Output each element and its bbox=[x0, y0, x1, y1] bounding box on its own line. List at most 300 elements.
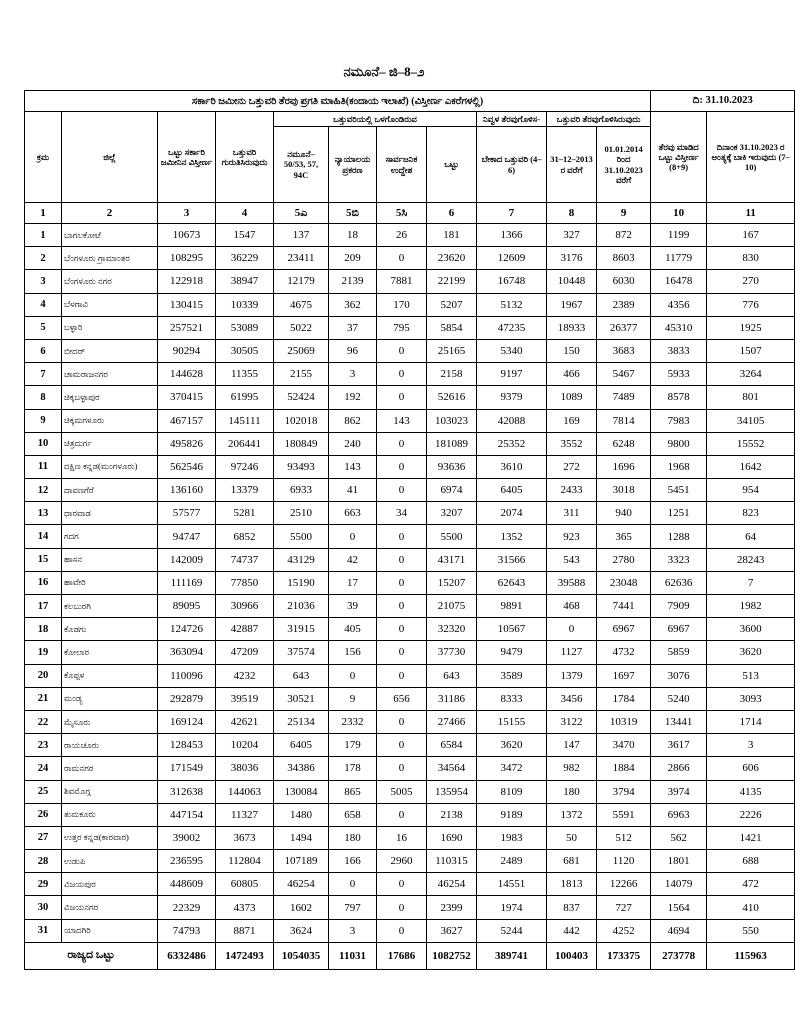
table-cell: 93636 bbox=[427, 455, 477, 478]
table-cell: 4373 bbox=[216, 896, 274, 919]
district-name: ದಕ್ಷಿಣ ಕನ್ನಡ(ಮಂಗಳೂರು) bbox=[62, 455, 158, 478]
table-cell: 3627 bbox=[427, 919, 477, 942]
table-cell: 57577 bbox=[158, 502, 216, 525]
table-cell: 5591 bbox=[597, 803, 651, 826]
table-cell: 60805 bbox=[216, 873, 274, 896]
table-cell: 1251 bbox=[651, 502, 707, 525]
table-row bbox=[25, 826, 795, 849]
table-cell: 2960 bbox=[377, 850, 427, 873]
table-cell: 466 bbox=[547, 363, 597, 386]
table-row bbox=[25, 386, 795, 409]
table-cell: 39588 bbox=[547, 571, 597, 594]
table-cell: 46254 bbox=[274, 873, 329, 896]
district-name: ವಿಜಯಪುರ bbox=[62, 873, 158, 896]
row-serial: 9 bbox=[25, 409, 62, 432]
table-cell: 23411 bbox=[274, 247, 329, 270]
table-cell: 6405 bbox=[274, 734, 329, 757]
table-cell: 12179 bbox=[274, 270, 329, 293]
table-cell: 1494 bbox=[274, 826, 329, 849]
table-cell: 272 bbox=[547, 455, 597, 478]
table-cell: 39002 bbox=[158, 826, 216, 849]
table-cell: 257521 bbox=[158, 316, 216, 339]
table-cell: 0 bbox=[377, 386, 427, 409]
table-cell: 0 bbox=[377, 595, 427, 618]
table-row bbox=[25, 757, 795, 780]
district-name: ಬಳ್ಳಾರಿ bbox=[62, 316, 158, 339]
table-cell: 97246 bbox=[216, 455, 274, 478]
table-cell: 2139 bbox=[329, 270, 377, 293]
table-cell: 96 bbox=[329, 339, 377, 362]
total-cell: 115963 bbox=[707, 942, 795, 969]
table-cell: 6967 bbox=[651, 618, 707, 641]
table-row bbox=[25, 363, 795, 386]
table-cell: 94747 bbox=[158, 525, 216, 548]
header-total-govt-land: ಒಟ್ಟು ಸರ್ಕಾರಿ ಜಮೀನಿನ ವಿಸ್ತೀರ್ಣ bbox=[158, 112, 216, 203]
table-cell: 143 bbox=[377, 409, 427, 432]
header-group-cleared: ಒತ್ತುವರಿ ತೆರವುಗೊಳಿಸಿರುವುದು bbox=[547, 112, 651, 127]
table-cell: 25069 bbox=[274, 339, 329, 362]
table-cell: 0 bbox=[329, 525, 377, 548]
table-cell: 179 bbox=[329, 734, 377, 757]
table-row bbox=[25, 548, 795, 571]
table-cell: 42 bbox=[329, 548, 377, 571]
table-cell: 795 bbox=[377, 316, 427, 339]
table-cell: 2866 bbox=[651, 757, 707, 780]
table-cell: 74737 bbox=[216, 548, 274, 571]
table-cell: 1507 bbox=[707, 339, 795, 362]
column-index: 4 bbox=[216, 203, 274, 224]
table-cell: 663 bbox=[329, 502, 377, 525]
table-cell: 171549 bbox=[158, 757, 216, 780]
table-cell: 872 bbox=[597, 224, 651, 247]
table-cell: 2389 bbox=[597, 293, 651, 316]
row-serial: 28 bbox=[25, 850, 62, 873]
table-cell: 6967 bbox=[597, 618, 651, 641]
table-cell: 9197 bbox=[477, 363, 547, 386]
table-cell: 0 bbox=[377, 339, 427, 362]
table-cell: 442 bbox=[547, 919, 597, 942]
table-cell: 3 bbox=[707, 734, 795, 757]
district-name: ವಿಜಯನಗರ bbox=[62, 896, 158, 919]
table-cell: 2226 bbox=[707, 803, 795, 826]
header-sl: ಕ್ರಮ bbox=[25, 112, 62, 203]
table-cell: 13441 bbox=[651, 710, 707, 733]
row-serial: 19 bbox=[25, 641, 62, 664]
total-cell: 173375 bbox=[597, 942, 651, 969]
table-cell: 830 bbox=[707, 247, 795, 270]
row-serial: 25 bbox=[25, 780, 62, 803]
table-cell: 4252 bbox=[597, 919, 651, 942]
table-cell: 3833 bbox=[651, 339, 707, 362]
header-col10: ತೆರವು ಮಾಡಿದ ಒಟ್ಟು ವಿಸ್ತೀರ್ಣ (8+9) bbox=[651, 112, 707, 203]
table-row bbox=[25, 479, 795, 502]
table-cell: 0 bbox=[329, 664, 377, 687]
table-cell: 8871 bbox=[216, 919, 274, 942]
table-row bbox=[25, 525, 795, 548]
table-cell: 21075 bbox=[427, 595, 477, 618]
table-cell: 10673 bbox=[158, 224, 216, 247]
table-cell: 5240 bbox=[651, 687, 707, 710]
table-cell: 2433 bbox=[547, 479, 597, 502]
table-cell: 3673 bbox=[216, 826, 274, 849]
table-cell: 10319 bbox=[597, 710, 651, 733]
header-group-regularisable: ಒತ್ತುವರಿಯಲ್ಲಿ ಒಳಗೊಂಡಿರುವ bbox=[274, 112, 477, 127]
table-cell: 147 bbox=[547, 734, 597, 757]
table-cell: 3176 bbox=[547, 247, 597, 270]
district-name: ಚಿಕ್ಕಬಳ್ಳಾಪುರ bbox=[62, 386, 158, 409]
table-cell: 3552 bbox=[547, 432, 597, 455]
table-cell: 209 bbox=[329, 247, 377, 270]
table-cell: 0 bbox=[377, 525, 427, 548]
table-cell: 3610 bbox=[477, 455, 547, 478]
table-row bbox=[25, 247, 795, 270]
table-cell: 14079 bbox=[651, 873, 707, 896]
column-index: 3 bbox=[158, 203, 216, 224]
table-cell: 923 bbox=[547, 525, 597, 548]
row-serial: 17 bbox=[25, 595, 62, 618]
table-cell: 64 bbox=[707, 525, 795, 548]
table-cell: 363094 bbox=[158, 641, 216, 664]
table-cell: 3122 bbox=[547, 710, 597, 733]
table-cell: 5132 bbox=[477, 293, 547, 316]
table-cell: 1372 bbox=[547, 803, 597, 826]
table-cell: 8109 bbox=[477, 780, 547, 803]
table-cell: 7909 bbox=[651, 595, 707, 618]
table-cell: 2138 bbox=[427, 803, 477, 826]
table-cell: 447154 bbox=[158, 803, 216, 826]
row-serial: 8 bbox=[25, 386, 62, 409]
table-cell: 41 bbox=[329, 479, 377, 502]
table-cell: 23620 bbox=[427, 247, 477, 270]
table-cell: 6852 bbox=[216, 525, 274, 548]
table-cell: 9800 bbox=[651, 432, 707, 455]
table-row bbox=[25, 316, 795, 339]
table-row bbox=[25, 734, 795, 757]
district-name: ಹಾಸನ bbox=[62, 548, 158, 571]
table-row bbox=[25, 455, 795, 478]
table-cell: 3974 bbox=[651, 780, 707, 803]
table-cell: 513 bbox=[707, 664, 795, 687]
table-cell: 10567 bbox=[477, 618, 547, 641]
row-serial: 26 bbox=[25, 803, 62, 826]
table-cell: 236595 bbox=[158, 850, 216, 873]
table-cell: 181 bbox=[427, 224, 477, 247]
table-cell: 2399 bbox=[427, 896, 477, 919]
table-cell: 3264 bbox=[707, 363, 795, 386]
row-serial: 21 bbox=[25, 687, 62, 710]
table-cell: 0 bbox=[547, 618, 597, 641]
table-cell: 862 bbox=[329, 409, 377, 432]
district-name: ಚಾಮರಾಜನಗರ bbox=[62, 363, 158, 386]
table-cell: 3600 bbox=[707, 618, 795, 641]
table-cell: 34564 bbox=[427, 757, 477, 780]
table-cell: 9189 bbox=[477, 803, 547, 826]
table-cell: 837 bbox=[547, 896, 597, 919]
table-cell: 5022 bbox=[274, 316, 329, 339]
table-cell: 11327 bbox=[216, 803, 274, 826]
district-name: ಕೊಡಗು bbox=[62, 618, 158, 641]
table-cell: 2510 bbox=[274, 502, 329, 525]
table-cell: 8333 bbox=[477, 687, 547, 710]
table-cell: 4732 bbox=[597, 641, 651, 664]
table-cell: 0 bbox=[377, 432, 427, 455]
table-cell: 3683 bbox=[597, 339, 651, 362]
table-cell: 823 bbox=[707, 502, 795, 525]
table-cell: 0 bbox=[377, 571, 427, 594]
table-row bbox=[25, 710, 795, 733]
total-cell: 17686 bbox=[377, 942, 427, 969]
table-cell: 370415 bbox=[158, 386, 216, 409]
table-cell: 169 bbox=[547, 409, 597, 432]
table-cell: 25352 bbox=[477, 432, 547, 455]
table-cell: 42088 bbox=[477, 409, 547, 432]
table-cell: 12609 bbox=[477, 247, 547, 270]
total-cell: 1054035 bbox=[274, 942, 329, 969]
table-cell: 0 bbox=[377, 919, 427, 942]
table-cell: 0 bbox=[377, 734, 427, 757]
table-cell: 1564 bbox=[651, 896, 707, 919]
table-cell: 206441 bbox=[216, 432, 274, 455]
table-cell: 9891 bbox=[477, 595, 547, 618]
table-cell: 34 bbox=[377, 502, 427, 525]
table-cell: 3589 bbox=[477, 664, 547, 687]
table-cell: 6933 bbox=[274, 479, 329, 502]
table-cell: 1813 bbox=[547, 873, 597, 896]
table-cell: 39519 bbox=[216, 687, 274, 710]
table-cell: 4232 bbox=[216, 664, 274, 687]
table-cell: 178 bbox=[329, 757, 377, 780]
table-cell: 5005 bbox=[377, 780, 427, 803]
district-name: ಚಿಕ್ಕಮಗಳೂರು bbox=[62, 409, 158, 432]
table-cell: 136160 bbox=[158, 479, 216, 502]
row-serial: 30 bbox=[25, 896, 62, 919]
table-cell: 11779 bbox=[651, 247, 707, 270]
table-cell: 982 bbox=[547, 757, 597, 780]
row-serial: 13 bbox=[25, 502, 62, 525]
district-name: ದಾವಣಗೆರೆ bbox=[62, 479, 158, 502]
table-cell: 1968 bbox=[651, 455, 707, 478]
table-cell: 47235 bbox=[477, 316, 547, 339]
column-index: 10 bbox=[651, 203, 707, 224]
district-name: ಗದಗ bbox=[62, 525, 158, 548]
table-cell: 1547 bbox=[216, 224, 274, 247]
table-cell: 2158 bbox=[427, 363, 477, 386]
table-cell: 865 bbox=[329, 780, 377, 803]
table-cell: 4356 bbox=[651, 293, 707, 316]
table-cell: 5244 bbox=[477, 919, 547, 942]
table-cell: 110096 bbox=[158, 664, 216, 687]
table-cell: 37 bbox=[329, 316, 377, 339]
table-cell: 448609 bbox=[158, 873, 216, 896]
table-cell: 3794 bbox=[597, 780, 651, 803]
table-cell: 0 bbox=[377, 664, 427, 687]
table-cell: 5451 bbox=[651, 479, 707, 502]
column-index: 2 bbox=[62, 203, 158, 224]
table-cell: 22329 bbox=[158, 896, 216, 919]
table-row bbox=[25, 664, 795, 687]
table-cell: 17 bbox=[329, 571, 377, 594]
table-cell: 0 bbox=[329, 873, 377, 896]
table-cell: 2074 bbox=[477, 502, 547, 525]
table-cell: 0 bbox=[377, 710, 427, 733]
table-cell: 3620 bbox=[477, 734, 547, 757]
table-cell: 42621 bbox=[216, 710, 274, 733]
table-cell: 5467 bbox=[597, 363, 651, 386]
table-cell: 3018 bbox=[597, 479, 651, 502]
table-cell: 6963 bbox=[651, 803, 707, 826]
table-cell: 90294 bbox=[158, 339, 216, 362]
district-name: ರಾಯಚೂರು bbox=[62, 734, 158, 757]
table-cell: 36229 bbox=[216, 247, 274, 270]
table-cell: 550 bbox=[707, 919, 795, 942]
table-cell: 137 bbox=[274, 224, 329, 247]
table-title: ಸರ್ಕಾರಿ ಜಮೀನು ಒತ್ತುವರಿ ತೆರವು ಪ್ರಗತಿ ಮಾಹಿತಿ(ಕಂದಾಯ ಇಲಾಖೆ) (ವಿಸ್ತೀರ್ಣ ಎಕರೆಗಳಲ್ಲಿ) bbox=[25, 91, 651, 112]
table-cell: 0 bbox=[377, 896, 427, 919]
header-col8: 31–12–2013 ರ ವರೆಗೆ bbox=[547, 127, 597, 203]
table-cell: 6030 bbox=[597, 270, 651, 293]
table-cell: 3470 bbox=[597, 734, 651, 757]
row-serial: 2 bbox=[25, 247, 62, 270]
table-cell: 1421 bbox=[707, 826, 795, 849]
table-cell: 102018 bbox=[274, 409, 329, 432]
table-cell: 801 bbox=[707, 386, 795, 409]
header-group-net: ನಿವ್ವಳ ತೆರವುಗೊಳಿಸ- bbox=[477, 112, 547, 127]
table-cell: 7881 bbox=[377, 270, 427, 293]
table-cell: 112804 bbox=[216, 850, 274, 873]
table-cell: 562 bbox=[651, 826, 707, 849]
form-number: ನಮೂನೆ– ಜಿ–8–೨ bbox=[343, 64, 425, 79]
table-cell: 1714 bbox=[707, 710, 795, 733]
table-cell: 7983 bbox=[651, 409, 707, 432]
table-cell: 2332 bbox=[329, 710, 377, 733]
table-cell: 31186 bbox=[427, 687, 477, 710]
district-name: ಚಿತ್ರದುರ್ಗ bbox=[62, 432, 158, 455]
row-serial: 3 bbox=[25, 270, 62, 293]
row-serial: 12 bbox=[25, 479, 62, 502]
table-cell: 1884 bbox=[597, 757, 651, 780]
table-row bbox=[25, 432, 795, 455]
table-cell: 10204 bbox=[216, 734, 274, 757]
table-cell: 495826 bbox=[158, 432, 216, 455]
header-district: ಜಿಲ್ಲೆ bbox=[62, 112, 158, 203]
header-col5c: ಸಾರ್ವಜನಿಕ ಉದ್ದೇಶ bbox=[377, 127, 427, 203]
table-cell: 53089 bbox=[216, 316, 274, 339]
total-cell: 100403 bbox=[547, 942, 597, 969]
table-cell: 776 bbox=[707, 293, 795, 316]
table-cell: 327 bbox=[547, 224, 597, 247]
table-cell: 4694 bbox=[651, 919, 707, 942]
table-cell: 77850 bbox=[216, 571, 274, 594]
table-row bbox=[25, 595, 795, 618]
total-cell: 6332486 bbox=[158, 942, 216, 969]
table-cell: 27466 bbox=[427, 710, 477, 733]
table-cell: 467157 bbox=[158, 409, 216, 432]
table-cell: 10339 bbox=[216, 293, 274, 316]
table-cell: 156 bbox=[329, 641, 377, 664]
table-cell: 658 bbox=[329, 803, 377, 826]
table-cell: 543 bbox=[547, 548, 597, 571]
district-name: ಮಂಡ್ಯ bbox=[62, 687, 158, 710]
table-row bbox=[25, 618, 795, 641]
table-cell: 1127 bbox=[547, 641, 597, 664]
table-cell: 1967 bbox=[547, 293, 597, 316]
table-cell: 3 bbox=[329, 363, 377, 386]
table-cell: 62636 bbox=[651, 571, 707, 594]
table-cell: 1120 bbox=[597, 850, 651, 873]
header-col7: ಬೇಕಾದ ಒತ್ತುವರಿ (4–6) bbox=[477, 127, 547, 203]
table-cell: 15552 bbox=[707, 432, 795, 455]
table-cell: 6248 bbox=[597, 432, 651, 455]
table-cell: 18 bbox=[329, 224, 377, 247]
table-cell: 150 bbox=[547, 339, 597, 362]
table-cell: 8603 bbox=[597, 247, 651, 270]
table-cell: 562546 bbox=[158, 455, 216, 478]
table-cell: 22199 bbox=[427, 270, 477, 293]
table-row bbox=[25, 270, 795, 293]
table-body bbox=[25, 224, 795, 943]
table-cell: 167 bbox=[707, 224, 795, 247]
table-cell: 643 bbox=[274, 664, 329, 687]
table-cell: 1089 bbox=[547, 386, 597, 409]
table-row bbox=[25, 571, 795, 594]
table-cell: 940 bbox=[597, 502, 651, 525]
column-index: 5ಸಿ bbox=[377, 203, 427, 224]
table-cell: 144063 bbox=[216, 780, 274, 803]
district-name: ಬೆಳಗಾವಿ bbox=[62, 293, 158, 316]
table-cell: 0 bbox=[377, 618, 427, 641]
table-cell: 0 bbox=[377, 479, 427, 502]
table-cell: 3323 bbox=[651, 548, 707, 571]
table-cell: 1642 bbox=[707, 455, 795, 478]
table-cell: 30505 bbox=[216, 339, 274, 362]
table-cell: 38036 bbox=[216, 757, 274, 780]
total-cell: 11031 bbox=[329, 942, 377, 969]
table-row bbox=[25, 224, 795, 247]
table-cell: 643 bbox=[427, 664, 477, 687]
table-cell: 0 bbox=[377, 455, 427, 478]
table-cell: 103023 bbox=[427, 409, 477, 432]
district-name: ಮೈಸೂರು bbox=[62, 710, 158, 733]
table-cell: 797 bbox=[329, 896, 377, 919]
row-serial: 20 bbox=[25, 664, 62, 687]
district-name: ಬೆಂಗಳೂರು ಗ್ರಾಮಾಂತರ bbox=[62, 247, 158, 270]
table-cell: 2155 bbox=[274, 363, 329, 386]
district-name: ಉತ್ತರ ಕನ್ನಡ(ಕಾರವಾರ) bbox=[62, 826, 158, 849]
table-cell: 130415 bbox=[158, 293, 216, 316]
district-name: ರಾಮನಗರ bbox=[62, 757, 158, 780]
row-serial: 16 bbox=[25, 571, 62, 594]
table-cell: 23048 bbox=[597, 571, 651, 594]
table-row bbox=[25, 687, 795, 710]
table-cell: 107189 bbox=[274, 850, 329, 873]
table-cell: 38947 bbox=[216, 270, 274, 293]
table-cell: 3617 bbox=[651, 734, 707, 757]
table-cell: 25134 bbox=[274, 710, 329, 733]
table-cell: 18933 bbox=[547, 316, 597, 339]
table-cell: 108295 bbox=[158, 247, 216, 270]
table-cell: 10448 bbox=[547, 270, 597, 293]
table-cell: 0 bbox=[377, 873, 427, 896]
table-cell: 1697 bbox=[597, 664, 651, 687]
table-cell: 5281 bbox=[216, 502, 274, 525]
table-cell: 135954 bbox=[427, 780, 477, 803]
table-cell: 512 bbox=[597, 826, 651, 849]
table-cell: 122918 bbox=[158, 270, 216, 293]
table-cell: 3 bbox=[329, 919, 377, 942]
table-cell: 0 bbox=[377, 757, 427, 780]
row-serial: 27 bbox=[25, 826, 62, 849]
table-cell: 656 bbox=[377, 687, 427, 710]
